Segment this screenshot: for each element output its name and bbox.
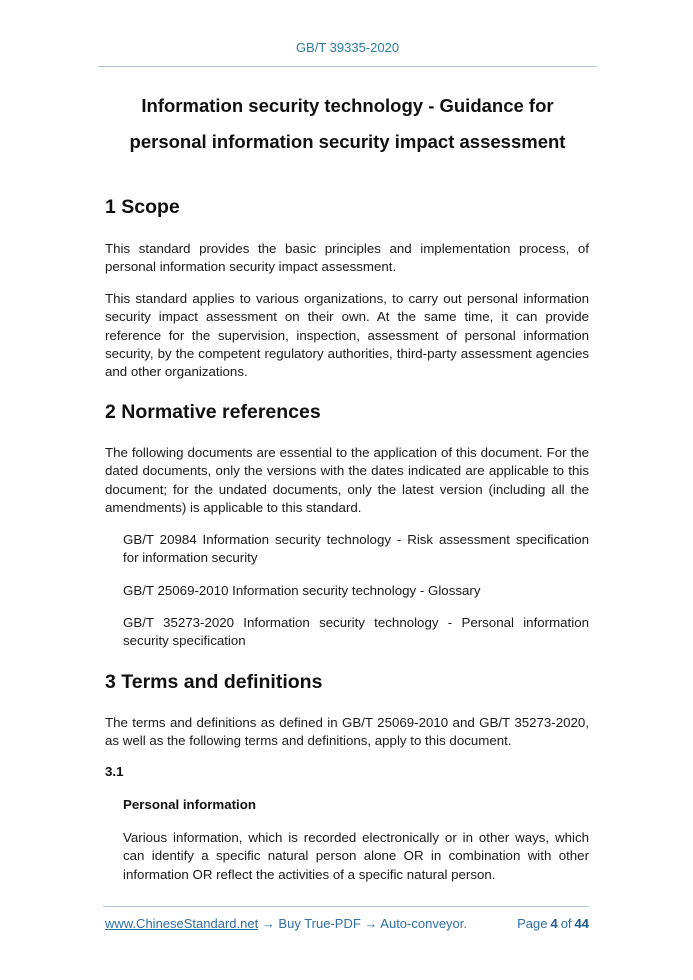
- page-of-label: of: [560, 916, 572, 931]
- section-heading-scope: 1 Scope: [105, 196, 180, 218]
- title-line-2: personal information security impact assessment: [129, 131, 566, 152]
- page-current: 4: [550, 916, 558, 931]
- reference-item: GB/T 25069-2010 Information security technology - Glossary: [123, 583, 481, 598]
- footer-tagline: → Buy True-PDF → Auto-conveyor.: [258, 916, 468, 931]
- reference-item: GB/T 20984 Information security technology - Risk assessment specification for information security: [123, 532, 589, 566]
- scope-paragraph-1: This standard provides the basic principles and implementation process, of personal information security impact assessment.: [105, 241, 589, 275]
- title-line-1: Information security technology - Guidance for: [141, 95, 554, 116]
- footer-divider: [103, 906, 589, 907]
- terms-intro-paragraph: The terms and definitions as defined in GB/T 25069-2010 and GB/T 35273-2020, as well as the following terms and definitions, apply to this document.: [105, 715, 589, 749]
- normative-references-paragraph: The following documents are essential to the application of this document. For the dated documents, only the versions with the dates indicated are applicable to this document; for the undated documents, only the latest version (including all the amendments) is applicable to this standard.: [105, 445, 589, 515]
- footer-promo: [105, 916, 467, 931]
- term-definition: Various information, which is recorded electronically or in other ways, which can identify a specific natural person alone OR in combination with other information OR reflect the activities of a specific natural person.: [123, 830, 589, 882]
- term-name: Personal information: [123, 797, 256, 812]
- scope-paragraph-2: This standard applies to various organizations, to carry out personal information security impact assessment on their own. At the same time, it can provide reference for the supervision, inspection, assessment of personal information security, by the competent regulatory authorities, third-party assessment agencies and other organizations.: [105, 291, 589, 380]
- page-label: Page: [517, 916, 548, 931]
- reference-item: GB/T 35273-2020 Information security technology - Personal information security specification: [123, 615, 589, 649]
- page-footer: [105, 916, 589, 931]
- clause-number: 3.1: [105, 764, 124, 779]
- page-number: [514, 916, 589, 931]
- page-total: 44: [574, 916, 589, 931]
- page-header-standard-code: GB/T 39335-2020: [295, 40, 400, 55]
- header-divider: [98, 66, 597, 67]
- section-heading-normative-references: 2 Normative references: [105, 401, 321, 423]
- section-heading-terms-definitions: 3 Terms and definitions: [105, 671, 323, 693]
- document-title: [98, 88, 597, 160]
- chinesestandard-link[interactable]: www.ChineseStandard.net: [105, 916, 259, 931]
